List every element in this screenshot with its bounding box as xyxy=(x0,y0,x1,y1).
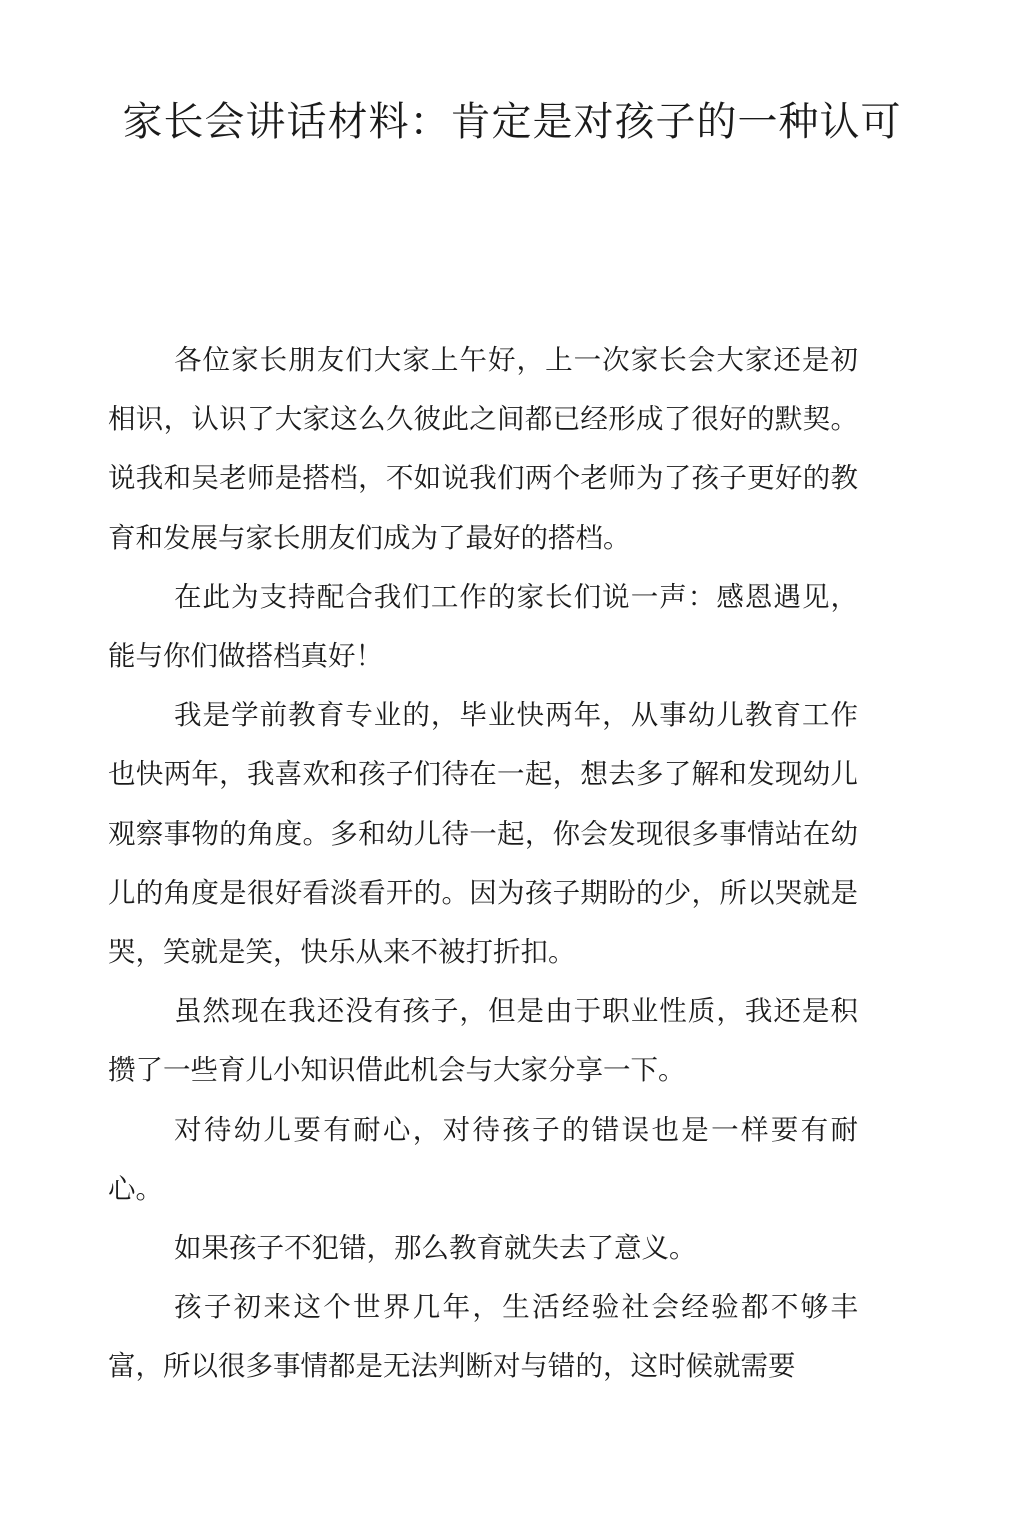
paragraph-experience: 孩子初来这个世界几年，生活经验社会经验都不够丰富，所以很多事情都是无法判断对与错的，这时候就需要 xyxy=(108,1291,858,1383)
paragraph-thanks: 在此为支持配合我们工作的家长们说一声：感恩遇见，能与你们做搭档真好！ xyxy=(108,580,858,673)
paragraph-sharing: 虽然现在我还没有孩子，但是由于职业性质，我还是积攒了一些育儿小知识借此机会与大家分享一下。 xyxy=(108,995,858,1087)
document-title: 家长会讲话材料：肯定是对孩子的一种认可 xyxy=(122,99,902,145)
paragraph-background: 我是学前教育专业的，毕业快两年，从事幼儿教育工作也快两年，我喜欢和孩子们待在一起，想去多了解和发现幼儿观察事物的角度。多和幼儿待一起，你会发现很多事情站在幼儿的角度是很好看淡看开的。因为孩子期盼的少，所以哭就是哭，笑就是笑，快乐从来不被打折扣。 xyxy=(108,699,858,969)
paragraph-greeting: 各位家长朋友们大家上午好，上一次家长会大家还是初相识，认识了大家这么久彼此之间都已经形成了很好的默契。说我和吴老师是搭档，不如说我们两个老师为了孩子更好的教育和发展与家长朋友们成为了最好的搭档。 xyxy=(108,344,858,554)
paragraph-patience: 对待幼儿要有耐心，对待孩子的错误也是一样要有耐心。 xyxy=(108,1113,858,1205)
paragraph-mistakes: 如果孩子不犯错，那么教育就失去了意义。 xyxy=(174,1232,697,1265)
document-body xyxy=(108,331,858,1397)
